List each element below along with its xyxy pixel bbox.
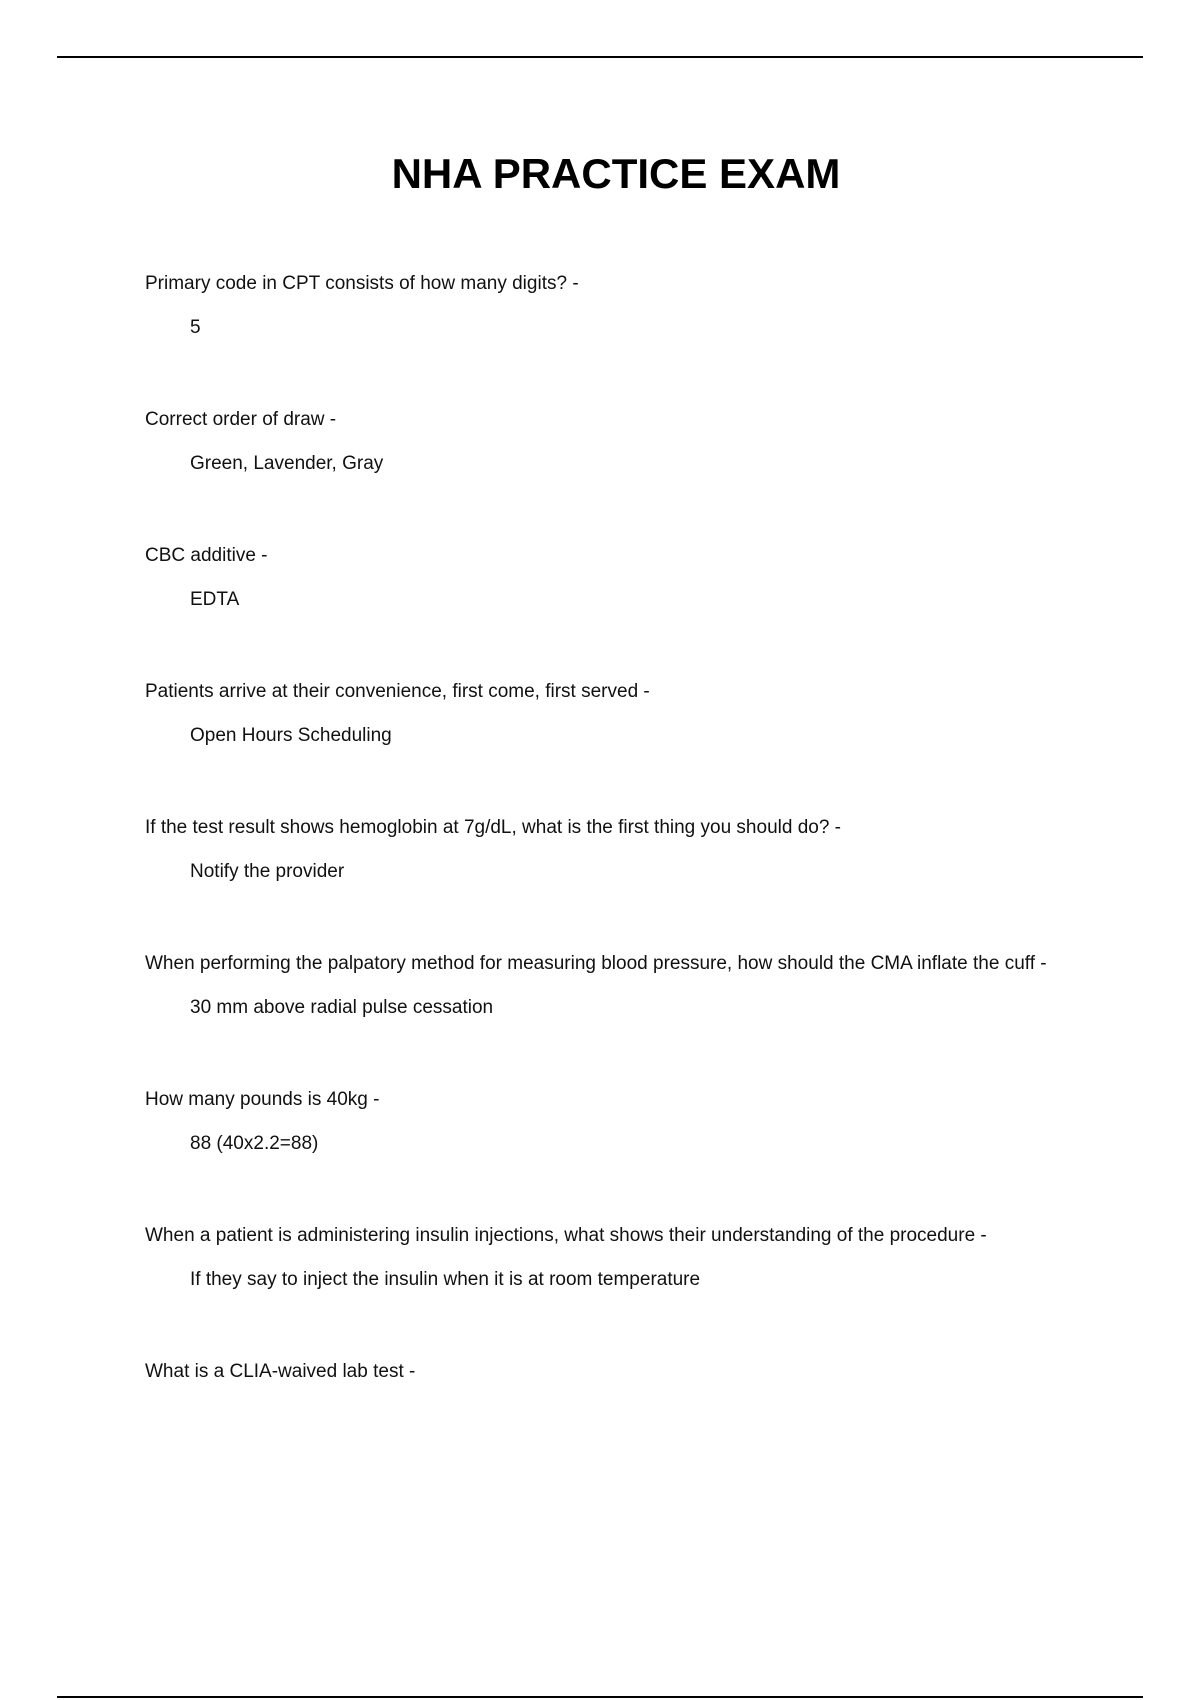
answer-text: Open Hours Scheduling xyxy=(190,725,392,746)
answer-text: Notify the provider xyxy=(190,861,345,882)
question-item xyxy=(145,950,1085,1022)
question-text: If the test result shows hemoglobin at 7g/dL, what is the first thing you should do? - xyxy=(145,817,842,838)
question-text: When performing the palpatory method for measuring blood pressure, how should the CMA inflate the cuff - xyxy=(145,953,1047,974)
question-text: When a patient is administering insulin injections, what shows their understanding of the procedure - xyxy=(145,1225,987,1246)
answer-text: EDTA xyxy=(190,589,240,610)
question-item xyxy=(145,1222,1085,1294)
question-list xyxy=(145,270,1085,1450)
top-divider xyxy=(57,56,1143,58)
question-item xyxy=(145,1358,1085,1386)
answer-text: 30 mm above radial pulse cessation xyxy=(190,997,494,1018)
question-item xyxy=(145,678,1085,750)
question-text: How many pounds is 40kg - xyxy=(145,1089,380,1110)
answer-text: If they say to inject the insulin when it is at room temperature xyxy=(190,1269,701,1290)
question-text: Primary code in CPT consists of how many digits? - xyxy=(145,273,579,294)
question-text: What is a CLIA-waived lab test - xyxy=(145,1361,416,1382)
question-item xyxy=(145,542,1085,614)
question-item xyxy=(145,270,1085,342)
answer-text: 5 xyxy=(190,317,201,338)
question-text: Patients arrive at their convenience, first come, first served - xyxy=(145,681,650,702)
question-item xyxy=(145,814,1085,886)
question-item xyxy=(145,406,1085,478)
bottom-divider xyxy=(57,1696,1143,1698)
answer-text: 88 (40x2.2=88) xyxy=(190,1133,319,1154)
answer-text: Green, Lavender, Gray xyxy=(190,453,384,474)
page-title: NHA PRACTICE EXAM xyxy=(391,150,841,197)
question-text: CBC additive - xyxy=(145,545,268,566)
question-item xyxy=(145,1086,1085,1158)
question-text: Correct order of draw - xyxy=(145,409,337,430)
